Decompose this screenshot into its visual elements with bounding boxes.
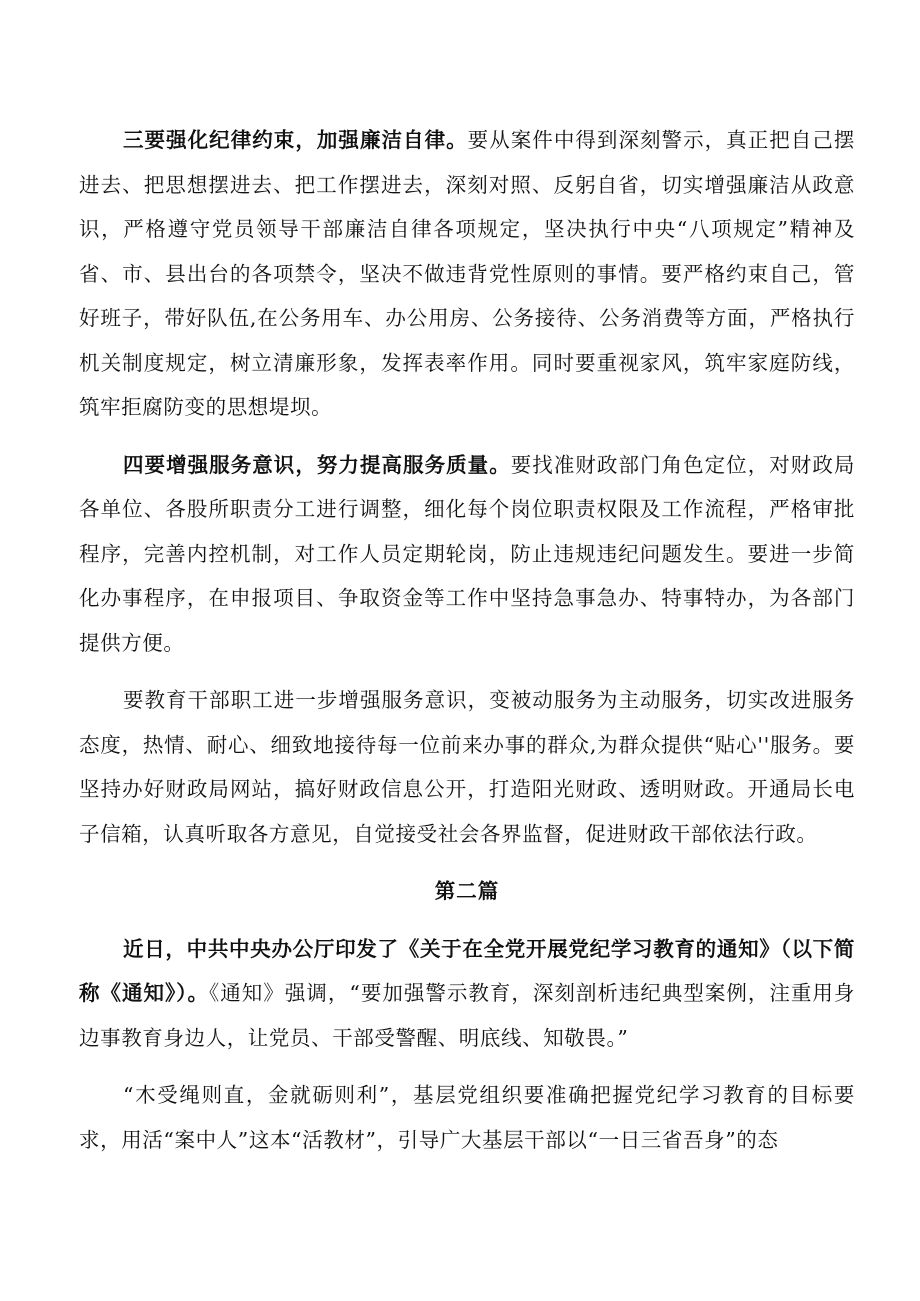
paragraph-lead-service: 四要增强服务意识，努力提高服务质量。 (123, 452, 511, 477)
spacer (79, 430, 855, 443)
paragraph-discipline (79, 118, 855, 430)
paragraph-education: 要教育干部职工进一步增强服务意识，变被动服务为主动服务，切实改进服务态度，热情、耐心、细致地接待每一位前来办事的群众,为群众提供“贴心''服务。要坚持办好财政局网站，搞好财政信息公开，打造阳光财政、透明财政。开通局长电子信箱，认真听取各方意见，自觉接受社会各界监督，促进财政干部依法行政。 (79, 688, 855, 846)
paragraph-body-service: 要找准财政部门角色定位，对财政局各单位、各股所职责分工进行调整，细化每个岗位职责权限及工作流程，严格审批程序，完善内控机制，对工作人员定期轮岗，防止违规违纪问题发生。要进一步简化办事程序，在申报项目、争取资金等工作中坚持急事急办、特事特办，为各部门提供方便。 (79, 452, 855, 655)
paragraph-lead-notice: 近日，中共中央办公厅印发了《关于在全党开展党纪学习教育的通知》（以下简称《通知》）。 (79, 936, 855, 1005)
paragraph-notice (79, 927, 855, 1061)
section-title: 第二篇 (434, 879, 500, 903)
paragraph-warning-education: “木受绳则直，金就砺则利”，基层党组织要准确把握党纪学习教育的目标要求，用活“案中人”这本“活教材”，引导广大基层干部以“一日三省吾身”的态 (79, 1083, 855, 1152)
paragraph-lead-discipline: 三要强化纪律约束，加强廉洁自律。 (123, 128, 468, 152)
paragraph-body-notice: 《通知》强调，“要加强警示教育，深刻剖析违纪典型案例，注重用身边事教育身边人，让党员、干部受警醒、明底线、知敬畏。” (79, 981, 856, 1050)
spacer (79, 914, 855, 927)
paragraph-body-discipline: 要从案件中得到深刻警示，真正把自己摆进去、把思想摆进去、把工作摆进去，深刻对照、反躬自省，切实增强廉洁从政意识，严格遵守党员领导干部廉洁自律各项规定，坚决执行中央“八项规定”精神及省、市、县出台的各项禁令，坚决不做违背党性原则的事情。要严格约束自己，管好班子，带好队伍,在公务用车、办公用房、公务接待、公务消费等方面，严格执行机关制度规定，树立清廉形象，发挥表率作用。同时要重视家风，筑牢家庭防线，筑牢拒腐防变的思想堤坝。 (79, 128, 855, 419)
document-page (79, 118, 855, 1162)
spacer (79, 1060, 855, 1073)
spacer (79, 856, 855, 869)
spacer (79, 665, 855, 678)
paragraph-service (79, 443, 855, 666)
